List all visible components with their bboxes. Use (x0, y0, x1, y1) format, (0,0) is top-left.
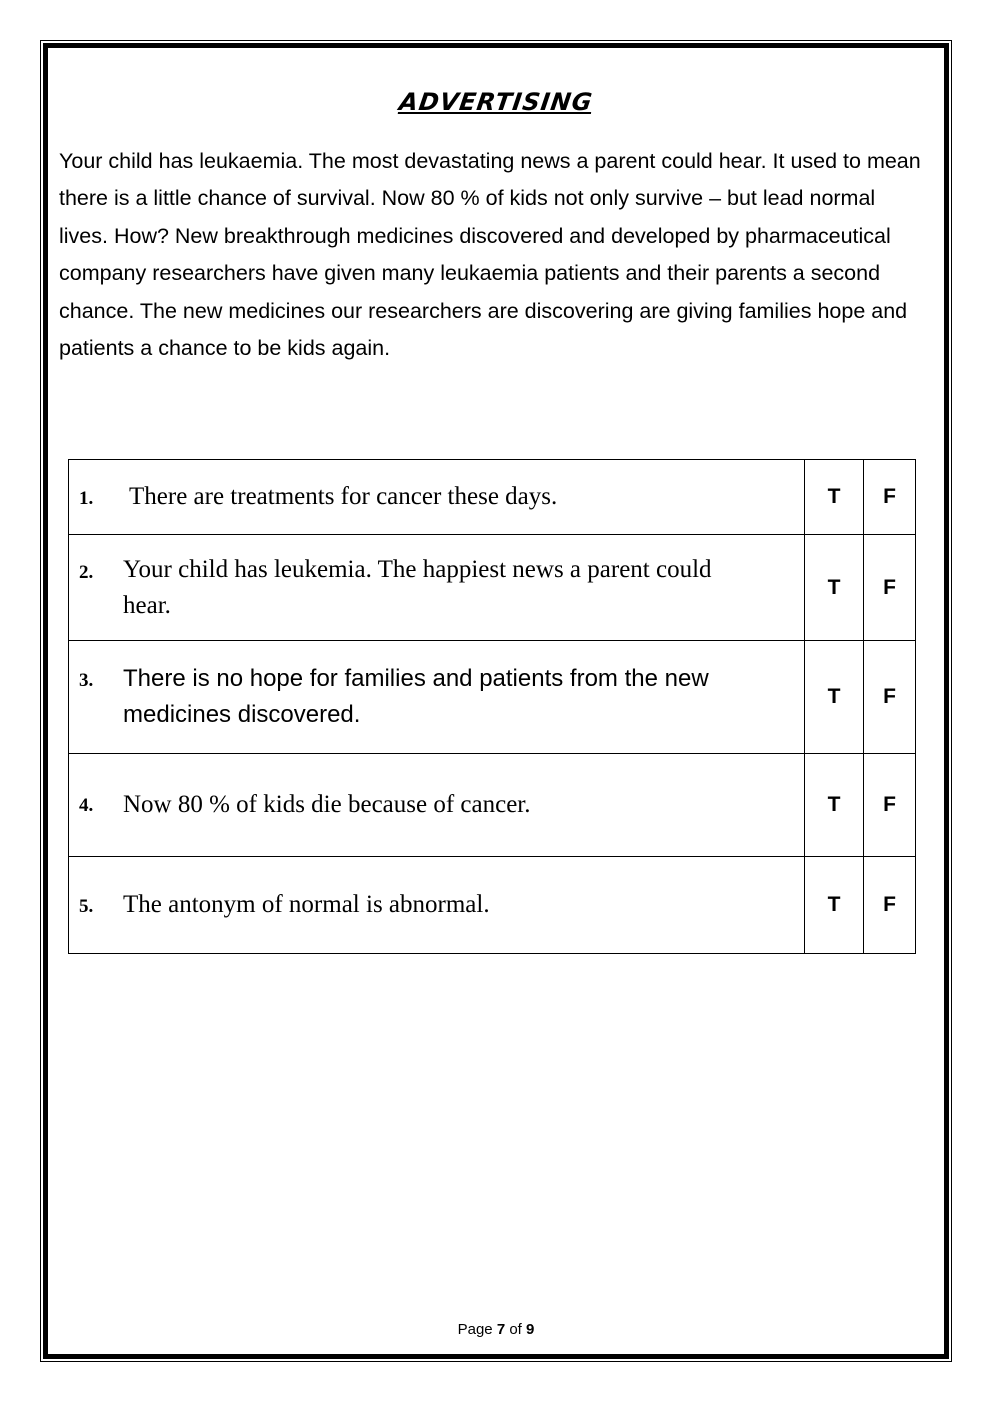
question-number: 2. (79, 562, 94, 583)
false-option[interactable]: F (864, 754, 916, 857)
false-option[interactable]: F (864, 460, 916, 535)
question-text: The antonym of normal is abnormal. (123, 891, 490, 918)
false-option[interactable]: F (864, 535, 916, 641)
question-cell (69, 535, 805, 641)
question-cell (69, 460, 805, 535)
question-cell (69, 641, 805, 754)
question-number: 1. (79, 488, 94, 509)
question-text: Your child has leukemia. The happiest news a parent could hear. (123, 555, 712, 619)
true-option[interactable]: T (805, 754, 864, 857)
question-number: 5. (79, 896, 94, 917)
question-text: Now 80 % of kids die because of cancer. (123, 791, 531, 818)
true-option[interactable]: T (805, 641, 864, 754)
false-option[interactable]: F (864, 857, 916, 954)
question-text: There are treatments for cancer these days. (129, 483, 558, 510)
page-title: ADVERTISING (397, 88, 595, 116)
question-row (69, 460, 916, 535)
total-pages: 9 (526, 1321, 535, 1338)
question-row (69, 641, 916, 754)
question-text: There is no hope for families and patients from the new medicines discovered. (123, 665, 709, 728)
question-number: 3. (79, 670, 94, 691)
reading-passage: Your child has leukaemia. The most devastating news a parent could hear. It used to mean there is a little chance of survival. Now 80 % of kids not only survive – but lead normal lives. How? New breakthrough medicines discovered and developed by pharmaceutical company researchers have given many leukaemia patients and their parents a second chance. The new medicines our researchers are discovering are giving families hope and patients a chance to be kids again. (59, 149, 921, 361)
false-option[interactable]: F (864, 641, 916, 754)
true-option[interactable]: T (805, 460, 864, 535)
question-row (69, 857, 916, 954)
question-cell (69, 857, 805, 954)
question-number: 4. (79, 795, 94, 816)
question-cell (69, 754, 805, 857)
question-row (69, 535, 916, 641)
current-page: 7 (496, 1321, 506, 1338)
page-word: Page (457, 1321, 493, 1338)
question-row (69, 754, 916, 857)
true-false-table (68, 459, 916, 954)
true-option[interactable]: T (805, 857, 864, 954)
page-footer (0, 1321, 992, 1338)
true-option[interactable]: T (805, 535, 864, 641)
of-word: of (509, 1321, 522, 1338)
